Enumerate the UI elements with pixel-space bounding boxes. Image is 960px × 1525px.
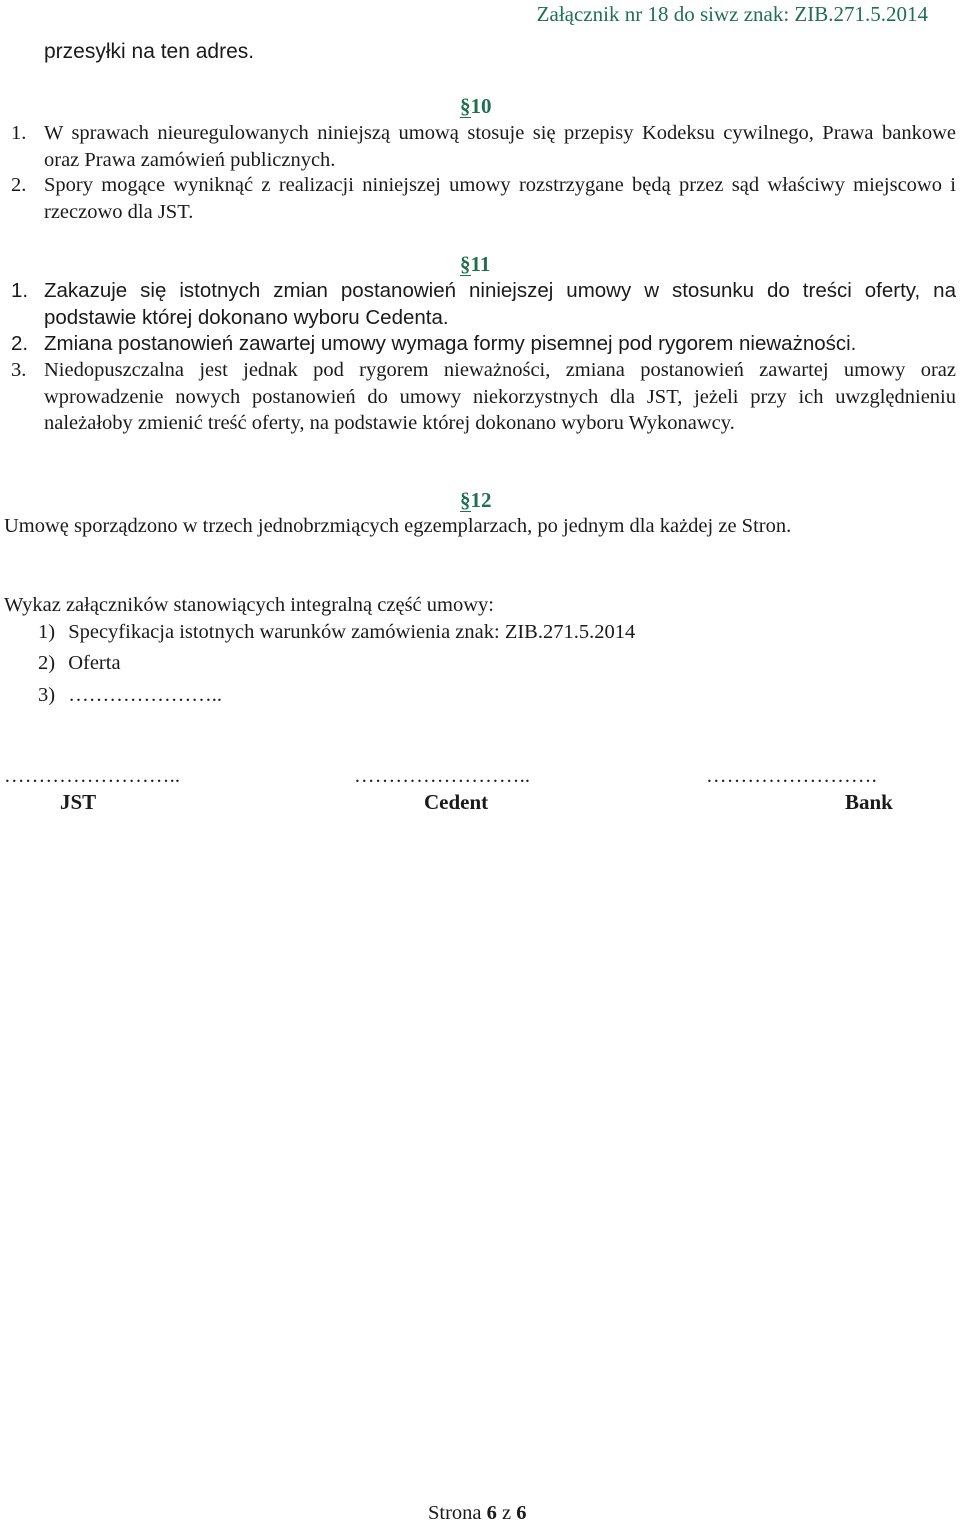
attachment-item-1 bbox=[38, 621, 635, 644]
paragraph-sign: § bbox=[460, 94, 471, 118]
page-footer bbox=[428, 1502, 527, 1525]
page-number: 6 bbox=[486, 1502, 497, 1524]
point-number: 3. bbox=[11, 359, 27, 381]
page-total: 6 bbox=[516, 1502, 527, 1524]
annex-header: Załącznik nr 18 do siwz znak: ZIB.271.5.2014 bbox=[536, 2, 928, 26]
section-11-point-1 bbox=[11, 278, 956, 331]
attachments-title: Wykaz załączników stanowiących integralną część umowy: bbox=[4, 594, 494, 616]
point-number: 2. bbox=[11, 174, 27, 196]
signature-label-jst: JST bbox=[60, 790, 97, 814]
section-11-point-3 bbox=[11, 357, 956, 437]
section-number: 10 bbox=[470, 94, 492, 118]
section-number: 11 bbox=[470, 252, 491, 276]
section-11-point-2 bbox=[11, 331, 956, 358]
point-text: Niedopuszczalna jest jednak pod rygorem nieważności, zmiana postanowień zawartej umowy oraz wprowadzenie nowych postanowień do umowy niekorzystnych dla JST, jeżeli przy ich uwzględnieniu należałoby zmienić treść oferty, na podstawie której dokonano wyboru Wykonawcy. bbox=[44, 359, 956, 434]
item-number: 1) bbox=[38, 621, 56, 643]
item-text: Oferta bbox=[68, 652, 121, 674]
paragraph-sign: § bbox=[460, 252, 471, 276]
section-10-point-1 bbox=[11, 120, 956, 173]
point-number: 2. bbox=[11, 332, 29, 355]
item-number: 2) bbox=[38, 652, 56, 674]
paragraph-sign: § bbox=[460, 488, 471, 512]
attachment-item-2 bbox=[38, 652, 121, 675]
signature-line-cedent: …………………….. bbox=[354, 765, 531, 787]
item-text: Specyfikacja istotnych warunków zamówienia znak: ZIB.271.5.2014 bbox=[68, 621, 636, 643]
point-text: Zakazuje się istotnych zmian postanowień niniejszej umowy w stosunku do treści oferty, na podstawie której dokonano wyboru Cedenta. bbox=[44, 279, 956, 329]
section-10-point-2 bbox=[11, 172, 956, 225]
point-number: 1. bbox=[11, 279, 29, 302]
of-word: z bbox=[502, 1502, 512, 1524]
point-text: Zmiana postanowień zawartej umowy wymaga formy pisemnej pod rygorem nieważności. bbox=[44, 332, 857, 355]
attachment-item-3 bbox=[38, 684, 222, 707]
section-heading-11 bbox=[460, 252, 490, 277]
section-12-text: Umowę sporządzono w trzech jednobrzmiących egzemplarzach, po jednym dla każdej ze Stron. bbox=[4, 515, 792, 537]
signature-line-bank: ……………………. bbox=[706, 765, 877, 787]
signature-label-cedent: Cedent bbox=[424, 790, 489, 814]
page-word: Strona bbox=[428, 1502, 482, 1524]
section-number: 12 bbox=[470, 488, 492, 512]
signature-line-jst: …………………….. bbox=[4, 765, 181, 787]
point-text: Spory mogące wyniknąć z realizacji niniejszej umowy rozstrzygane będą przez sąd właściwy miejscowo i rzeczowo dla JST. bbox=[44, 174, 956, 223]
section-heading-12 bbox=[460, 488, 492, 513]
section-heading-10 bbox=[460, 94, 492, 119]
continuation-text: przesyłki na ten adres. bbox=[44, 40, 255, 63]
point-number: 1. bbox=[11, 122, 27, 144]
signature-label-bank: Bank bbox=[845, 790, 893, 814]
point-text: W sprawach nieuregulowanych niniejszą umową stosuje się przepisy Kodeksu cywilnego, Prawa bankowe oraz Prawa zamówień publicznych. bbox=[44, 122, 956, 171]
item-text: ………………….. bbox=[68, 684, 222, 706]
item-number: 3) bbox=[38, 684, 56, 706]
